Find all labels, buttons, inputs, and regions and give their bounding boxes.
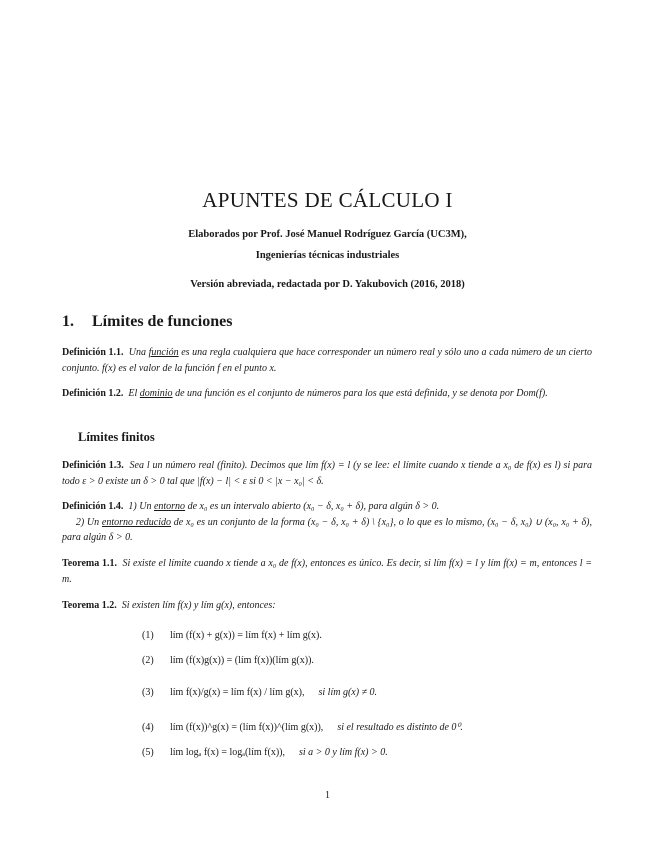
definition-text-b: de una función es el conjunto de números para los que está definida, y se denota por Dom(f).	[172, 388, 548, 399]
theorem-1-2	[62, 598, 592, 614]
definition-text-a: 1) Un	[128, 501, 154, 512]
subsection-heading: Límites finitos	[78, 430, 155, 444]
defined-term: entorno	[153, 501, 186, 512]
version-line: Versión abreviada, redactada por D. Yakubovich (2016, 2018)	[190, 279, 465, 290]
definition-text-d: de x₀ es un conjunto de la forma (x₀ − δ, x₀ + δ) \ {x₀}, o lo que es lo mismo, (x₀ − δ, x₀) ∪ (x₀, x₀ + δ), para algún δ > 0.	[62, 516, 592, 543]
definition-text-b: es una regla cualquiera que hace corresponder un número real y sólo uno a cada número de un cierto conjunto. f(x) es el valor de la función f en el punto x.	[62, 347, 592, 374]
program-line: Ingenierías técnicas industriales	[255, 250, 400, 261]
definition-label: Definición 1.2.	[62, 388, 124, 399]
definition-text-b: de x₀ es un intervalo abierto (x₀ − δ, x₀ + δ), para algún δ > 0.	[185, 501, 440, 512]
definition-1-3	[62, 458, 592, 489]
defined-term: función	[148, 347, 179, 358]
definition-text-a: El	[128, 388, 140, 399]
formula-expression: lím f(x)/g(x) = lím f(x) / lím g(x),	[170, 687, 305, 699]
formula-condition: si lím g(x) ≠ 0.	[318, 687, 378, 698]
formula-expression: lím (f(x)g(x)) = (lím f(x))(lím g(x)).	[170, 655, 314, 667]
formula-expression: lím logₐ f(x) = logₐ(lím f(x)),	[170, 747, 285, 759]
definition-1-1	[62, 345, 592, 376]
definition-text-a: Una	[128, 347, 149, 358]
formula-number: (5)	[142, 747, 154, 758]
definition-text: Sea l un número real (finito). Decimos que lím f(x) = l (y se lee: el límite cuando x tiende a x₀ de f(x) es l) si para todo ε > 0 existe un δ > 0 tal que |f(x) − l| < ε si 0 < |x − x₀| < δ.	[62, 460, 593, 487]
document-title: APUNTES DE CÁLCULO I	[202, 188, 453, 212]
formula-row	[142, 630, 322, 641]
formula-row	[142, 687, 377, 698]
definition-1-2	[62, 386, 592, 402]
defined-term: dominio	[139, 388, 173, 399]
section-title: Límites de funciones	[92, 313, 233, 330]
theorem-label: Teorema 1.1.	[62, 558, 117, 569]
formula-condition: si el resultado es distinto de 0⁰.	[337, 722, 463, 733]
section-number: 1.	[62, 313, 74, 330]
formula-expression: lím (f(x) + g(x)) = lím f(x) + lím g(x).	[170, 630, 322, 642]
definition-label: Definición 1.4.	[62, 501, 124, 512]
author-line: Elaborados por Prof. José Manuel Rodríguez García (UC3M),	[188, 229, 467, 240]
formula-number: (4)	[142, 722, 154, 733]
definition-text-c: 2) Un	[75, 516, 102, 528]
definition-label: Definición 1.3.	[62, 460, 124, 471]
formula-condition: si a > 0 y lím f(x) > 0.	[298, 747, 388, 758]
theorem-label: Teorema 1.2.	[62, 600, 117, 611]
theorem-text: Si existen lím f(x) y lím g(x), entonces:	[121, 600, 276, 611]
theorem-text: Si existe el límite cuando x tiende a x₀ de f(x), entonces es único. Es decir, si lím f(x) = l y lím f(x) = m, entonces l = m.	[62, 558, 592, 585]
definition-label: Definición 1.1.	[62, 347, 124, 358]
formula-number: (1)	[142, 630, 154, 641]
formula-row	[142, 747, 388, 758]
defined-term-2: entorno reducido	[101, 516, 171, 528]
page-number: 1	[325, 790, 330, 801]
formula-row	[142, 722, 463, 733]
definition-1-4	[62, 499, 592, 546]
formula-number: (3)	[142, 687, 154, 698]
formula-row	[142, 655, 314, 666]
section-heading	[62, 313, 232, 331]
formula-expression: lím (f(x))^g(x) = (lím f(x))^(lím g(x)),	[170, 722, 324, 734]
formula-number: (2)	[142, 655, 154, 666]
theorem-1-1	[62, 556, 592, 587]
